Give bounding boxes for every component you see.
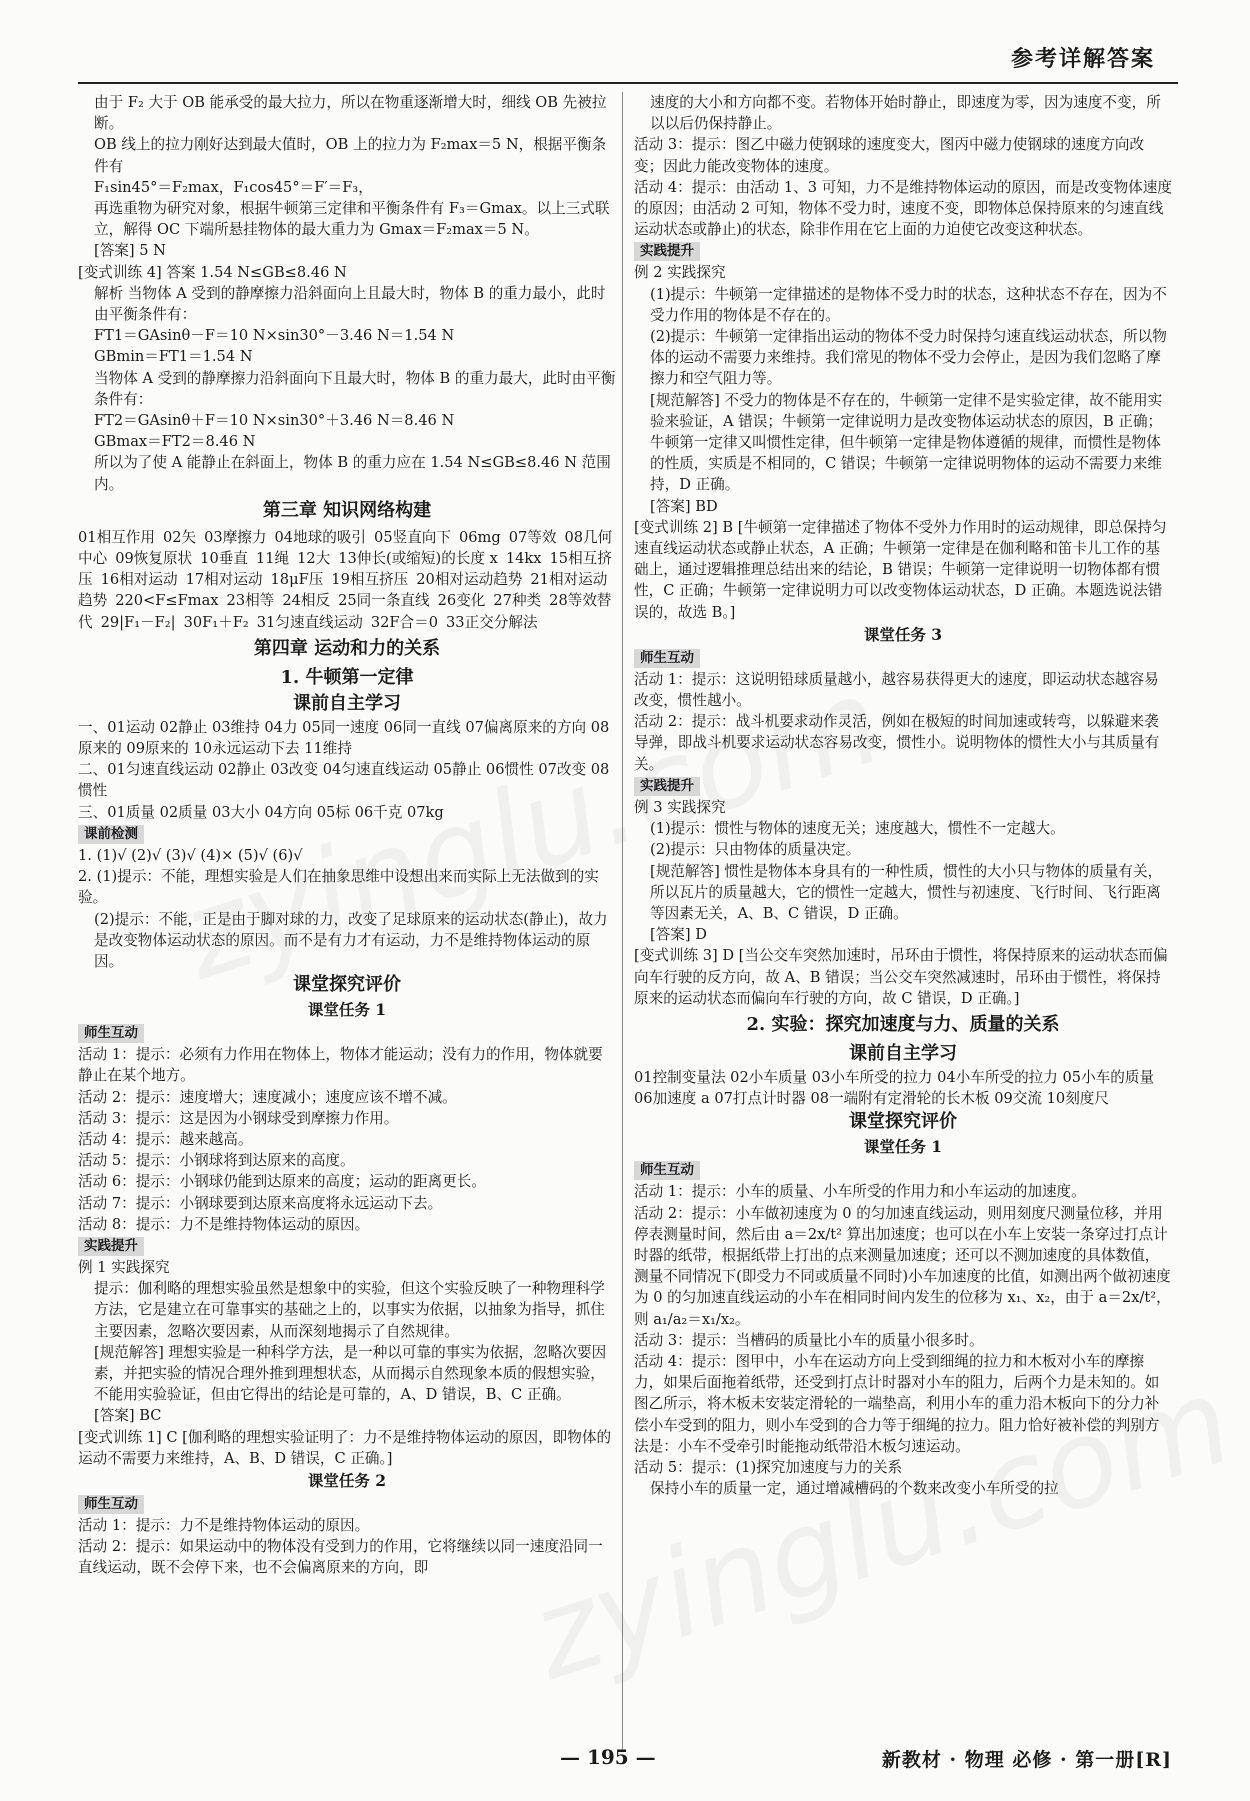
answer-cell: 10垂直	[200, 550, 248, 568]
answer: [答案] BC	[94, 1407, 162, 1425]
class-task-3: 课堂任务 3	[863, 624, 943, 644]
answer-cell: 05竖直向下	[374, 528, 451, 546]
answer-cell: 32F合＝0	[370, 613, 438, 631]
answer: [答案] D	[650, 926, 707, 944]
class-eval-title: 课堂探究评价	[849, 1111, 957, 1133]
activity: 活动 1：提示：这说明铅球质量越小，越容易获得更大的速度，即运动状态越容易改变，惯性越小。	[634, 670, 1159, 710]
chapter3-answer-grid	[78, 527, 616, 633]
teacher-student-tag: 师生互动	[634, 649, 700, 668]
activity: 活动 3：提示：当槽码的质量比小车的质量小很多时。	[634, 1331, 984, 1349]
answer-cell: 07等效	[508, 528, 557, 546]
formula: FT1＝GAsinθ－F＝10 N×sin30°－3.46 N＝1.54 N	[94, 327, 455, 345]
answer-cell: 12大	[297, 550, 331, 568]
footer-book-title: 新教材 · 物理 必修 · 第一册[R]	[881, 1749, 1172, 1771]
answer-cell: 15相互挤压	[78, 550, 612, 589]
practice-tag: 实践提升	[634, 777, 700, 796]
pre-class-answers: 01控制变量法 02小车质量 03小车所受的拉力 04小车所受的拉力 05小车的质量 06加速度 a 07打点计时器 08一端附有定滑轮的长木板 09交流 10刻度尺	[634, 1068, 1155, 1108]
paragraph: 当物体 A 受到的静摩擦力沿斜面向下且最大时，物体 B 的重力最大，此时由平衡条件有：	[94, 369, 616, 408]
activity: 活动 4：提示：越来越高。	[78, 1130, 253, 1148]
answer-cell: 03摩擦力	[204, 528, 267, 546]
answer-cell: 24相反	[282, 592, 331, 610]
chapter4-title: 第四章 运动和力的关系	[253, 637, 441, 659]
example-2: 例 2 实践探究	[634, 264, 726, 282]
answer-cell: 06mg	[458, 528, 501, 546]
answer-cell: 21相对运动趋势	[78, 571, 608, 610]
paragraph: 由于 F₂ 大于 OB 能承受的最大拉力，所以在物重逐渐增大时，细线 OB 先被拉断。	[94, 94, 607, 133]
page-number: — 195 —	[560, 1745, 656, 1769]
paragraph: [规范解答] 不受力的物体是不存在的，牛顿第一定律不是实验定律，故不能用实验来验证，A 错误；牛顿第一定律说明力是改变物体运动状态的原因，B 正确；牛顿第一定律又叫惯性定律，但牛顿第一定律是物体遵循的规律，而惯性是物体的性质，实质是不相同的，C 错误；牛顿第一定律说明物体的运动不需要力来维持，D 正确。	[650, 391, 1163, 494]
class-eval-title: 课堂探究评价	[293, 974, 401, 996]
answer-cell: 220<F≤Fmax	[115, 592, 219, 610]
paragraph: (1)提示：牛顿第一定律描述的是物体不受力时的状态，这种状态不存在，因为不受力作用的物体是不存在的。	[650, 285, 1167, 324]
teacher-student-tag: 师生互动	[78, 1495, 144, 1514]
paragraph: 提示：伽利略的理想实验虽然是想象中的实验，但这个实验反映了一种物理科学方法，它是建立在可靠事实的基础之上的，以事实为依据，以抽象为指导，抓住主要因素，忽略次要因素，从而深刻地揭示了自然规律。	[94, 1280, 605, 1340]
answer-cell: 18μF压	[270, 571, 324, 589]
chapter3-title: 第三章 知识网络构建	[262, 499, 432, 521]
activity: 活动 4：提示：图甲中，小车在运动方向上受到细绳的拉力和木板对小车的摩擦力，如果后面拖着纸带，还受到打点计时器对小车的阻力，后两个力是未知的。如图乙所示，将木板未安装定滑轮的一端垫高，利用小车的重力沿木板向下的分力补偿小车受到的阻力，则小车受到的合力等于细绳的拉力。阻力恰好被补偿的判别方法是：小车不受牵引时能拖动纸带沿木板匀速运动。	[634, 1352, 1160, 1455]
answer-cell: 33正交分解法	[446, 613, 538, 631]
paragraph: (1)提示：惯性与物体的速度无关；速度越大，惯性不一定越大。	[650, 820, 1065, 838]
variant-training-4: [变式训练 4] 答案 1.54 N≤GB≤8.46 N	[78, 263, 347, 281]
teacher-student-tag: 师生互动	[78, 1024, 144, 1043]
answer-cell: 09恢复原状	[115, 550, 193, 568]
practice-tag: 实践提升	[634, 242, 700, 261]
answer-cell: 31匀速直线运动	[256, 613, 363, 631]
section1-title: 1. 牛顿第一定律	[280, 666, 414, 688]
answer-cell: 19相互挤压	[331, 571, 409, 589]
activity: 活动 3：提示：图乙中磁力使钢球的速度变大，图丙中磁力使钢球的速度方向改变；因此力能改变物体的速度。	[634, 136, 1145, 175]
paragraph: 解析 当物体 A 受到的静摩擦力沿斜面向上且最大时，物体 B 的重力最小，此时由平衡条件有：	[94, 284, 606, 324]
paragraph: 速度的大小和方向都不变。若物体开始时静止，即速度为零，因为速度不变，所以以后仍保持静止。	[650, 94, 1161, 133]
activity: 活动 2：提示：战斗机要求动作灵活，例如在极短的时间加速或转弯，以躲避来袭导弹，即战斗机要求运动状态容易改变，惯性小。说明物体的惯性大小与其质量有关。	[634, 713, 1160, 773]
header-rule	[78, 82, 1178, 84]
paragraph: (2)提示：牛顿第一定律指出运动的物体不受力时保持匀速直线运动状态，所以物体的运动不需要力来维持。我们常见的物体不受力会停止，是因为我们忽略了摩擦力和空气阻力等。	[650, 328, 1167, 388]
answer: [答案] 5 N	[94, 242, 166, 260]
pre-class-part2: 二、01匀速直线运动 02静止 03改变 04匀速直线运动 05静止 06惯性 07改变 08惯性	[78, 761, 610, 800]
answer-cell: 16相对运动	[100, 571, 178, 589]
teacher-student-tag: 师生互动	[634, 1161, 700, 1180]
pre-class-part1: 一、01运动 02静止 03维持 04力 05同一速度 06同一直线 07偏离原来的方向 08原来的 09原来的 10永远运动下去 11维持	[78, 718, 610, 758]
answer-cell: 28等效替代	[78, 592, 612, 631]
activity: 活动 5：提示：(1)探究加速度与力的关系	[634, 1458, 903, 1476]
activity: 活动 8：提示：力不是维持物体运动的原因。	[78, 1215, 370, 1233]
class-task-1: 课堂任务 1	[307, 1000, 387, 1020]
pre-class-part3: 三、01质量 02质量 03大小 04方向 05标 06千克 07kg	[78, 803, 444, 821]
answer-cell: 02矢	[162, 528, 197, 546]
activity: 活动 3：提示：这是因为小钢球受到摩擦力作用。	[78, 1109, 399, 1127]
variant-training-3: [变式训练 3] D [当公交车突然加速时，吊环由于惯性，将保持原来的运动状态而偏向车行驶的反方向，故 A、B 错误；当公交车突然减速时，吊环由于惯性，将保持原来的运动状态而偏向车行驶的方向，故 C 错误，D 正确。]	[634, 947, 1168, 1007]
answer-cell: 08几何中心	[78, 528, 613, 568]
section2-title: 2. 实验：探究加速度与力、质量的关系	[746, 1013, 1060, 1035]
answer-cell: 29|F₁－F₂|	[100, 613, 176, 631]
paragraph: 再选重物为研究对象，根据牛顿第三定律和平衡条件有 F₃＝Gmax。以上三式联立，解得 OC 下端所悬挂物体的最大重力为 Gmax＝F₂max＝5 N。	[94, 200, 610, 239]
activity: 活动 6：提示：小钢球仍能到达原来的高度；运动的距离更长。	[78, 1173, 486, 1191]
activity: 活动 2：提示：如果运动中的物体没有受到力的作用，它将继续以同一速度沿同一直线运动，既不会停下来，也不会偏离原来的方向，即	[78, 1538, 603, 1577]
variant-training-2: [变式训练 2] B [牛顿第一定律描述了物体不受外力作用时的运动规律，即总保持匀速直线运动状态或静止状态，A 正确；牛顿第一定律是在伽利略和笛卡儿工作的基础上，通过逻辑推理总结出来的结论，B 错误；牛顿第一定律说明一切物体都有惯性，C 正确；牛顿第一定律说明力可以改变物体运动状态，D 正确。本题选说法错误的，故选 B。]	[634, 518, 1167, 621]
pre-class-title: 课前自主学习	[849, 1042, 957, 1064]
paragraph: [规范解答] 理想实验是一种科学方法，是一种以可靠的事实为依据，忽略次要因素，并把实验的情况合理外推到理想状态，从而揭示自然现象本质的假想实验，不能用实验验证，但由它得出的结论是可靠的，A、D 错误，B、C 正确。	[94, 1343, 607, 1404]
example-1: 例 1 实践探究	[78, 1258, 170, 1276]
answer-cell: 17相对运动	[185, 571, 263, 589]
column-divider	[622, 92, 623, 1752]
class-task-2: 课堂任务 2	[307, 1470, 387, 1490]
activity: 活动 1：提示：力不是维持物体运动的原因。	[78, 1516, 370, 1534]
answer-cell: 11绳	[255, 550, 290, 568]
check-2: 2. (1)提示：不能，理想实验是人们在抽象思维中设想出来而实际上无法做到的实验。	[78, 868, 599, 907]
answer: [答案] BD	[650, 497, 718, 515]
class-task-1: 课堂任务 1	[863, 1137, 943, 1157]
answer-cell: 27种类	[493, 592, 542, 610]
answer-cell: 14kx	[505, 550, 542, 568]
answer-cell: 26变化	[437, 592, 486, 610]
page-header-title: 参考详解答案	[1010, 46, 1155, 72]
formula: GBmax＝FT2＝8.46 N	[94, 433, 256, 451]
activity: 活动 4：提示：由活动 1、3 可知，力不是维持物体运动的原因，而是改变物体速度的原因；由活动 2 可知，物体不受力时，速度不变，即物体总保持原来的匀速直线运动状态或静止)的状态，除非作用在它上面的力迫使它改变这种状态。	[634, 178, 1172, 239]
pre-class-title: 课前自主学习	[293, 692, 401, 714]
left-column	[78, 92, 616, 1579]
activity: 活动 2：提示：小车做初速度为 0 的匀加速直线运动，则用刻度尺测量位移，并用停表测量时间，然后由 a＝2x/t² 算出加速度；也可以在小车上安装一条穿过打点计时器的纸带，根据纸带上打出的点来测量加速度；还可以不测加速度的具体数值，测量不同情况下(即受力不同或质量不同时)小车加速度的比值，如测出两个做初速度为 0 的匀加速直线运动的小车在相同时间内发生的位移为 x₁、x₂，由于 a＝2x/t²，则 a₁/a₂＝x₁/x₂。	[634, 1204, 1171, 1328]
paragraph: [规范解答] 惯性是物体本身具有的一种性质，惯性的大小只与物体的质量有关，所以瓦片的质量越大，它的惯性一定越大，惯性与初速度、飞行时间、飞行距离等因素无关，A、B、C 错误，D 正确。	[650, 862, 1163, 922]
practice-tag: 实践提升	[78, 1237, 144, 1256]
formula: GBmin＝FT1＝1.54 N	[94, 348, 253, 366]
answer-cell: 25同一条直线	[338, 592, 430, 610]
paragraph: 所以为了使 A 能静止在斜面上，物体 B 的重力应在 1.54 N≤GB≤8.46 N 范围内。	[94, 454, 611, 493]
answer-cell: 23相等	[226, 592, 275, 610]
paragraph: 保持小车的质量一定，通过增减槽码的个数来改变小车所受的拉	[650, 1480, 1059, 1498]
formula: FT2＝GAsinθ＋F＝10 N×sin30°＋3.46 N＝8.46 N	[94, 412, 455, 430]
answer-cell: 01相互作用	[78, 528, 155, 546]
activity: 活动 1：提示：必须有力作用在物体上，物体才能运动；没有力的作用，物体就要静止在某个地方。	[78, 1046, 603, 1085]
check-2b: (2)提示：不能，正是由于脚对球的力，改变了足球原来的运动状态(静止)，故力是改变物体运动状态的原因。而不是有力才有运动，力不是维持物体运动的原因。	[94, 910, 608, 970]
variant-training-1: [变式训练 1] C [伽利略的理想实验证明了：力不是维持物体运动的原因，即物体的运动不需要力来维持，A、B、D 错误，C 正确。]	[78, 1428, 612, 1467]
paragraph: OB 线上的拉力刚好达到最大值时，OB 上的拉力为 F₂max＝5 N，根据平衡条件有	[94, 136, 607, 175]
paragraph: (2)提示：只由物体的质量决定。	[650, 841, 861, 859]
activity: 活动 1：提示：小车的质量、小车所受的作用力和小车运动的加速度。	[634, 1183, 1086, 1201]
activity: 活动 5：提示：小钢球将到达原来的高度。	[78, 1152, 355, 1170]
answer-cell: 13伸长(或缩短)的长度 x	[338, 550, 498, 568]
check-1: 1. (1)√ (2)√ (3)√ (4)× (5)√ (6)√	[78, 846, 303, 864]
answer-cell: 20相对运动趋势	[416, 571, 523, 589]
pre-check-tag: 课前检测	[78, 825, 144, 844]
answer-cell: 04地球的吸引	[274, 528, 367, 546]
right-column	[634, 92, 1172, 1499]
activity: 活动 7：提示：小钢球要到达原来高度将永远运动下去。	[78, 1194, 443, 1212]
answer-cell: 30F₁＋F₂	[183, 613, 249, 631]
activity: 活动 2：提示：速度增大；速度减小；速度应该不增不减。	[78, 1088, 457, 1106]
formula: F₁sin45°＝F₂max，F₁cos45°＝F′＝F₃，	[94, 178, 373, 196]
example-3: 例 3 实践探究	[634, 798, 726, 816]
